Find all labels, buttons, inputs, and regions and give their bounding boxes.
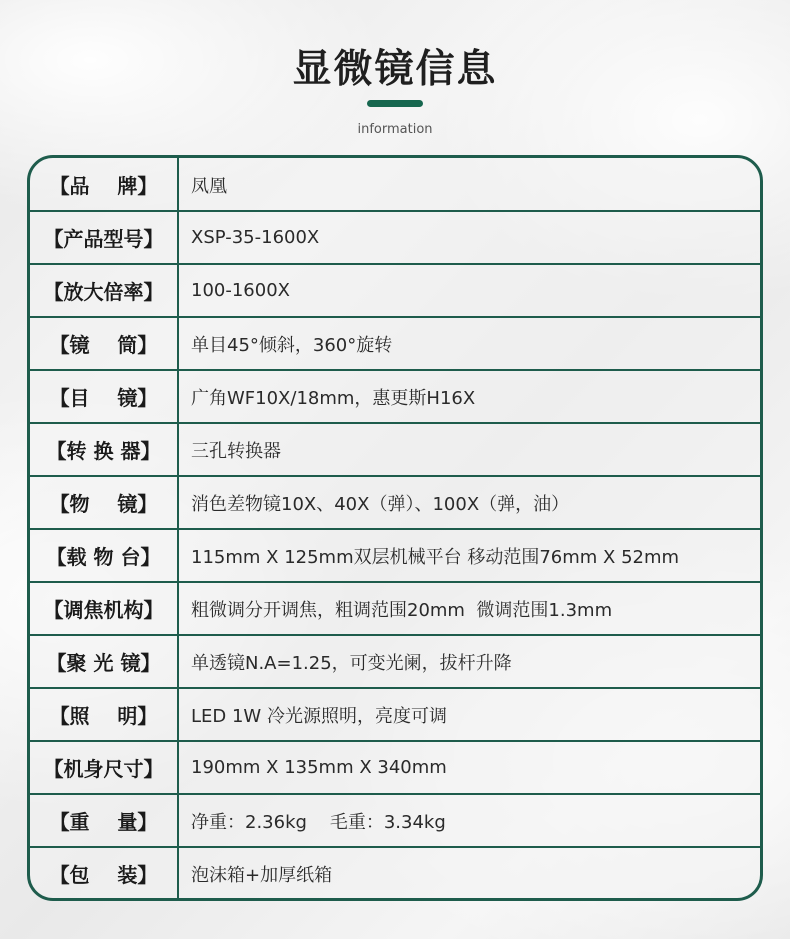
spec-table (27, 155, 763, 901)
spec-value: 消色差物镜10X、40X（弹）、100X（弹，油） (191, 493, 570, 515)
spec-label: 【重 量】 (49, 810, 158, 834)
spec-label: 【品 牌】 (49, 174, 158, 198)
spec-label: 【聚 光 镜】 (46, 651, 161, 675)
spec-row (30, 211, 760, 264)
spec-label: 【载 物 台】 (46, 545, 161, 569)
spec-label: 【放大倍率】 (43, 280, 164, 304)
spec-value: 三孔转换器 (191, 440, 281, 462)
spec-row (30, 370, 760, 423)
spec-label: 【机身尺寸】 (43, 757, 164, 781)
spec-row (30, 794, 760, 847)
spec-row (30, 264, 760, 317)
spec-label: 【物 镜】 (49, 492, 158, 516)
spec-value: 净重：2.36kg 毛重：3.34kg (191, 811, 446, 833)
spec-row (30, 476, 760, 529)
spec-value: 190mm X 135mm X 340mm (191, 757, 447, 778)
spec-label: 【目 镜】 (49, 386, 158, 410)
spec-row (30, 847, 760, 900)
spec-value: 单透镜N.A=1.25，可变光阑，拔杆升降 (191, 652, 512, 674)
spec-value: 广角WF10X/18mm，惠更斯H16X (191, 387, 476, 409)
spec-label: 【包 装】 (49, 863, 158, 887)
spec-value: 100-1600X (191, 280, 290, 301)
spec-label: 【产品型号】 (43, 227, 164, 251)
spec-label: 【镜 筒】 (49, 333, 158, 357)
spec-row (30, 582, 760, 635)
spec-value: 泡沫箱+加厚纸箱 (191, 864, 333, 886)
spec-value: XSP-35-1600X (191, 227, 320, 248)
title-accent-bar (367, 100, 423, 107)
spec-label: 【照 明】 (49, 704, 158, 728)
spec-row (30, 635, 760, 688)
spec-value: 凤凰 (191, 175, 227, 197)
spec-label: 【转 换 器】 (46, 439, 161, 463)
spec-value: 粗微调分开调焦，粗调范围20mm 微调范围1.3mm (191, 599, 613, 621)
page-subtitle: information (357, 122, 433, 137)
spec-label: 【调焦机构】 (43, 598, 164, 622)
spec-row (30, 741, 760, 794)
spec-row (30, 688, 760, 741)
spec-value: 单目45°倾斜，360°旋转 (191, 334, 393, 356)
spec-value: LED 1W 冷光源照明，亮度可调 (191, 705, 447, 727)
page-title: 显微镜信息 (292, 47, 498, 92)
spec-row (30, 423, 760, 476)
spec-row (30, 158, 760, 211)
page-header (0, 0, 790, 150)
spec-row (30, 529, 760, 582)
spec-value: 115mm X 125mm双层机械平台 移动范围76mm X 52mm (191, 546, 680, 568)
spec-row (30, 317, 760, 370)
